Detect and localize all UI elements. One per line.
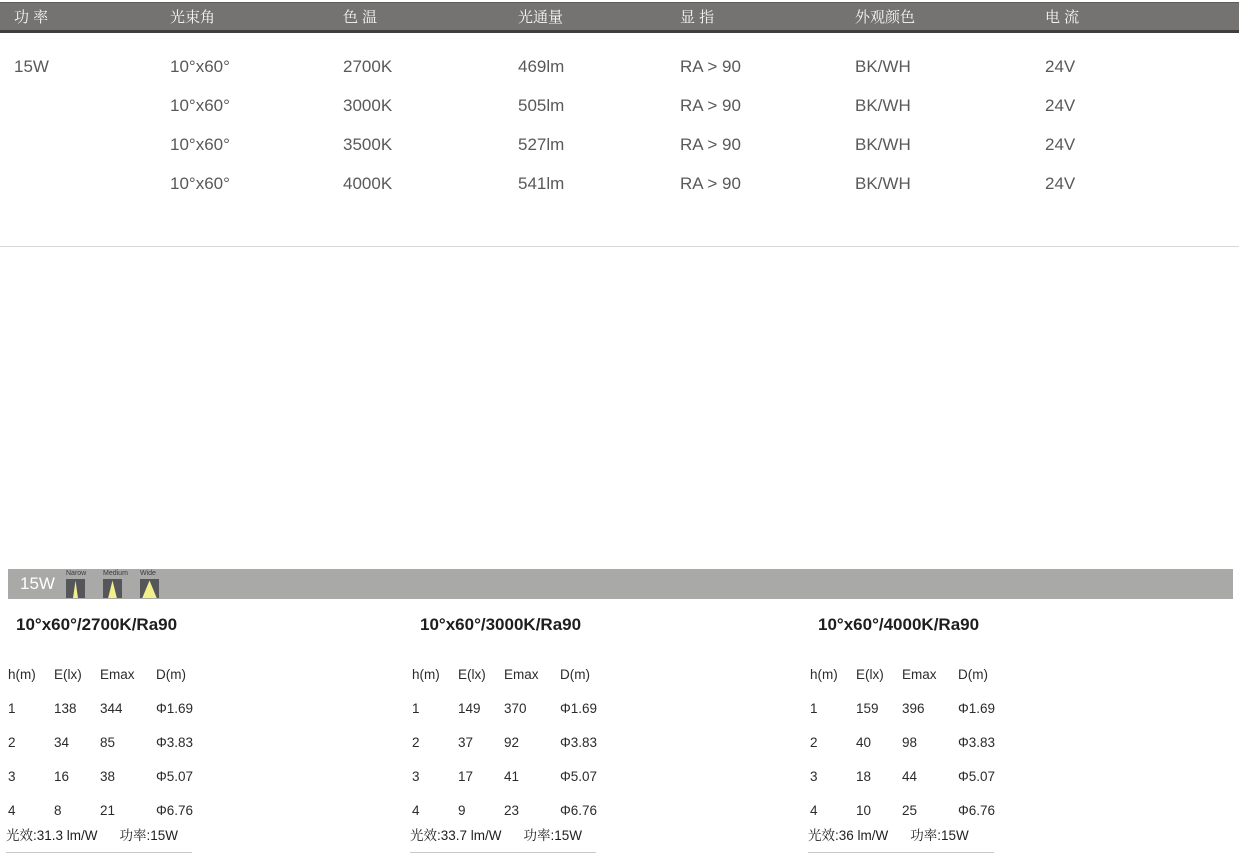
- pt-cell-height: 4: [810, 802, 818, 818]
- pt-cell-diameter: Φ5.07: [958, 768, 996, 784]
- photometric-column-header: D(m): [560, 666, 590, 682]
- photometric-table-row: [808, 691, 1008, 725]
- pt-cell-lux: 34: [54, 734, 70, 750]
- spec-cell-finish: BK/WH: [855, 134, 911, 154]
- spec-header-cell: 光束角: [170, 9, 216, 26]
- power-value: 功率:15W: [523, 828, 583, 843]
- spec-cell-voltage: 24V: [1045, 134, 1076, 154]
- photometric-column-header: E(lx): [856, 666, 884, 682]
- pt-cell-height: 3: [810, 768, 818, 784]
- photometric-table-3000k: [410, 615, 610, 853]
- spec-cell-beam-angle: 10°x60°: [170, 95, 230, 115]
- pt-cell-emax: 44: [902, 768, 918, 784]
- photometric-column-header: h(m): [412, 666, 440, 682]
- spec-table-body: [0, 47, 1239, 203]
- spec-header-cell: 外观颜色: [855, 9, 916, 26]
- pt-cell-emax: 98: [902, 734, 918, 750]
- photometric-table-footer: [6, 827, 192, 853]
- pt-cell-height: 1: [810, 700, 818, 716]
- photometric-table-row: [410, 725, 610, 759]
- pt-cell-height: 4: [8, 802, 16, 818]
- spec-header-cell: 色 温: [343, 9, 378, 26]
- photometric-column-headers: [410, 657, 610, 691]
- pt-cell-diameter: Φ1.69: [958, 700, 996, 716]
- photometric-table-row: [6, 691, 206, 725]
- photometric-table-row: [808, 759, 1008, 793]
- pt-cell-height: 1: [412, 700, 420, 716]
- wide-beam-label: Wide: [140, 570, 156, 577]
- photometric-table-title: 10°x60°/2700K/Ra90: [16, 615, 178, 634]
- pt-cell-lux: 37: [458, 734, 474, 750]
- pt-cell-height: 1: [8, 700, 16, 716]
- photometric-table-footer: [410, 827, 596, 853]
- pt-cell-lux: 149: [458, 700, 481, 716]
- pt-cell-diameter: Φ6.76: [156, 802, 194, 818]
- pt-cell-emax: 25: [902, 802, 918, 818]
- photometric-column-header: h(m): [810, 666, 838, 682]
- spec-cell-cct: 4000K: [343, 173, 393, 193]
- spec-table-header: [0, 2, 1239, 33]
- pt-cell-lux: 9: [458, 802, 466, 818]
- spec-header-cell: 功 率: [14, 9, 49, 26]
- pt-cell-height: 2: [8, 734, 16, 750]
- spec-header-cell: 显 指: [680, 9, 715, 26]
- spec-cell-cct: 2700K: [343, 56, 393, 76]
- photometric-table-row: [410, 793, 610, 827]
- medium-beam-glyph: [103, 579, 122, 598]
- wide-beam-glyph: [140, 579, 159, 598]
- wide-beam-icon: [140, 570, 166, 599]
- medium-beam-label: Medium: [103, 570, 128, 577]
- efficacy-value: 光效:31.3 lm/W: [6, 828, 98, 843]
- pt-cell-emax: 92: [504, 734, 520, 750]
- beam-icon-group: [66, 570, 166, 599]
- pt-cell-diameter: Φ5.07: [156, 768, 194, 784]
- photometric-column-header: D(m): [156, 666, 186, 682]
- photometric-table-title: 10°x60°/4000K/Ra90: [818, 615, 980, 634]
- spec-cell-voltage: 24V: [1045, 95, 1076, 115]
- pt-cell-emax: 41: [504, 768, 520, 784]
- spec-table-row: [0, 164, 1239, 203]
- photometric-table-row: [410, 691, 610, 725]
- pt-cell-emax: 396: [902, 700, 925, 716]
- pt-cell-height: 2: [810, 734, 818, 750]
- photometric-column-headers: [808, 657, 1008, 691]
- pt-cell-height: 3: [412, 768, 420, 784]
- pt-cell-lux: 138: [54, 700, 77, 716]
- spec-header-cell: 光通量: [518, 9, 564, 26]
- pt-cell-diameter: Φ5.07: [560, 768, 598, 784]
- spec-cell-cct: 3000K: [343, 95, 393, 115]
- spec-cell-cri: RA > 90: [680, 95, 741, 115]
- photometric-column-header: D(m): [958, 666, 988, 682]
- photometric-column-header: Emax: [504, 666, 539, 682]
- spec-cell-cri: RA > 90: [680, 134, 741, 154]
- photometric-column-header: Emax: [902, 666, 937, 682]
- photometric-column-headers: [6, 657, 206, 691]
- power-band: [8, 569, 1233, 599]
- spec-cell-voltage: 24V: [1045, 56, 1076, 76]
- photometric-table-footer: [808, 827, 994, 853]
- pt-cell-lux: 10: [856, 802, 872, 818]
- spec-cell-lumen: 469lm: [518, 56, 565, 76]
- efficacy-value: 光效:36 lm/W: [808, 828, 889, 843]
- pt-cell-height: 4: [412, 802, 420, 818]
- photometric-table-rows: [410, 691, 610, 827]
- spec-cell-cri: RA > 90: [680, 173, 741, 193]
- pt-cell-emax: 38: [100, 768, 116, 784]
- pt-cell-height: 2: [412, 734, 420, 750]
- pt-cell-diameter: Φ6.76: [560, 802, 598, 818]
- spec-cell-finish: BK/WH: [855, 173, 911, 193]
- spec-cell-beam-angle: 10°x60°: [170, 173, 230, 193]
- narrow-beam-label: Narow: [66, 570, 87, 577]
- pt-cell-emax: 23: [504, 802, 520, 818]
- photometric-table-row: [6, 759, 206, 793]
- photometric-table-rows: [6, 691, 206, 827]
- medium-beam-icon: [103, 570, 129, 599]
- pt-cell-lux: 17: [458, 768, 474, 784]
- pt-cell-diameter: Φ3.83: [560, 734, 598, 750]
- spec-cell-finish: BK/WH: [855, 56, 911, 76]
- photometric-table-2700k: [6, 615, 206, 853]
- section-divider: [0, 246, 1239, 247]
- photometric-table-rows: [808, 691, 1008, 827]
- spec-cell-lumen: 527lm: [518, 134, 565, 154]
- spec-cell-power: 15W: [14, 56, 49, 76]
- photometric-table-4000k: [808, 615, 1008, 853]
- spec-cell-cri: RA > 90: [680, 56, 741, 76]
- photometric-column-header: h(m): [8, 666, 36, 682]
- pt-cell-diameter: Φ1.69: [560, 700, 598, 716]
- pt-cell-lux: 8: [54, 802, 62, 818]
- photometric-table-row: [6, 793, 206, 827]
- pt-cell-emax: 21: [100, 802, 116, 818]
- pt-cell-lux: 18: [856, 768, 872, 784]
- photometric-column-header: E(lx): [54, 666, 82, 682]
- spec-cell-cct: 3500K: [343, 134, 393, 154]
- spec-table-row: [0, 125, 1239, 164]
- pt-cell-diameter: Φ3.83: [156, 734, 194, 750]
- pt-cell-emax: 344: [100, 700, 123, 716]
- pt-cell-lux: 159: [856, 700, 879, 716]
- photometric-column-header: E(lx): [458, 666, 486, 682]
- photometric-table-row: [410, 759, 610, 793]
- narrow-beam-glyph: [66, 579, 85, 598]
- photometric-table-title: 10°x60°/3000K/Ra90: [420, 615, 582, 634]
- pt-cell-height: 3: [8, 768, 16, 784]
- photometric-column-header: Emax: [100, 666, 135, 682]
- pt-cell-diameter: Φ1.69: [156, 700, 194, 716]
- spec-header-cell: 电 流: [1045, 9, 1080, 26]
- pt-cell-emax: 85: [100, 734, 116, 750]
- photometric-table-row: [808, 725, 1008, 759]
- pt-cell-lux: 40: [856, 734, 872, 750]
- narrow-beam-icon: [66, 570, 92, 599]
- spec-cell-beam-angle: 10°x60°: [170, 134, 230, 154]
- pt-cell-emax: 370: [504, 700, 527, 716]
- pt-cell-diameter: Φ6.76: [958, 802, 996, 818]
- spec-cell-beam-angle: 10°x60°: [170, 56, 230, 76]
- spec-table-row: [0, 86, 1239, 125]
- spec-cell-lumen: 505lm: [518, 95, 565, 115]
- spec-cell-lumen: 541lm: [518, 173, 565, 193]
- efficacy-value: 光效:33.7 lm/W: [410, 828, 502, 843]
- spec-cell-voltage: 24V: [1045, 173, 1076, 193]
- photometric-table-row: [808, 793, 1008, 827]
- spec-cell-finish: BK/WH: [855, 95, 911, 115]
- power-value: 功率:15W: [119, 828, 179, 843]
- photometric-table-row: [6, 725, 206, 759]
- power-value: 功率:15W: [910, 828, 969, 843]
- band-power-label: 15W: [20, 574, 55, 593]
- pt-cell-lux: 16: [54, 768, 70, 784]
- pt-cell-diameter: Φ3.83: [958, 734, 996, 750]
- spec-table-row: [0, 47, 1239, 86]
